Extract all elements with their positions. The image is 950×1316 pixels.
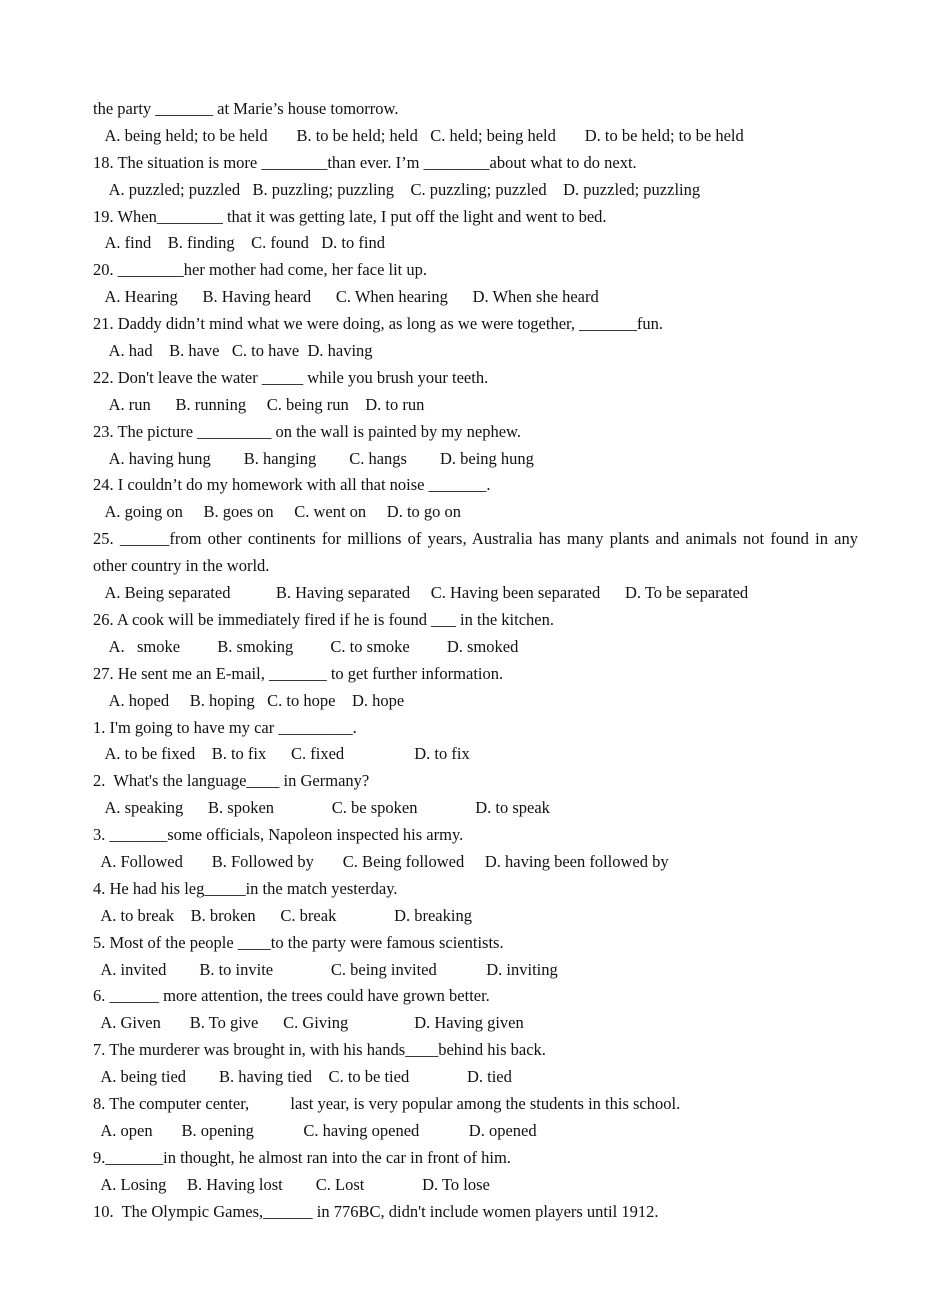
answer-options: A. find B. finding C. found D. to find xyxy=(93,233,385,253)
question-stem: 23. The picture _________ on the wall is painted by my nephew. xyxy=(93,421,522,441)
answer-options: A. having hung B. hanging C. hangs D. being hung xyxy=(93,448,534,468)
question-stem: 3. _______some officials, Napoleon inspected his army. xyxy=(93,825,464,845)
answer-options: A. Given B. To give C. Giving D. Having given xyxy=(93,1013,524,1033)
answer-options: A. had B. have C. to have D. having xyxy=(93,341,373,361)
question-stem: 6. ______ more attention, the trees could have grown better. xyxy=(93,986,490,1006)
question-stem: 2. What's the language____ in Germany? xyxy=(93,771,370,791)
answer-options: A. puzzled; puzzled B. puzzling; puzzling C. puzzling; puzzled D. puzzled; puzzling xyxy=(93,179,701,199)
question-stem: 10. The Olympic Games,______ in 776BC, didn't include women players until 1912. xyxy=(93,1201,659,1221)
answer-options: A. being tied B. having tied C. to be tied D. tied xyxy=(93,1067,512,1087)
answer-options: A. Losing B. Having lost C. Lost D. To lose xyxy=(93,1174,490,1194)
question-stem: the party _______ at Marie’s house tomorrow. xyxy=(93,99,399,118)
answer-options: A. speaking B. spoken C. be spoken D. to speak xyxy=(93,798,550,818)
question-stem: 18. The situation is more ________than ever. I’m ________about what to do next. xyxy=(93,152,637,172)
answer-options: A. hoped B. hoping C. to hope D. hope xyxy=(93,690,405,710)
answer-options: A. to be fixed B. to fix C. fixed D. to fix xyxy=(93,744,470,764)
answer-options: A. invited B. to invite C. being invited D. inviting xyxy=(93,959,558,979)
question-stem: 26. A cook will be immediately fired if he is found ___ in the kitchen. xyxy=(93,609,554,629)
question-stem: 27. He sent me an E-mail, _______ to get further information. xyxy=(93,663,504,683)
question-stem: 5. Most of the people ____to the party were famous scientists. xyxy=(93,932,504,952)
answer-options: A. being held; to be held B. to be held; held C. held; being held D. to be held; to be held xyxy=(93,125,744,145)
question-stem: 24. I couldn’t do my homework with all that noise _______. xyxy=(93,475,491,495)
answer-options: A. run B. running C. being run D. to run xyxy=(93,394,425,414)
question-stem: 7. The murderer was brought in, with his hands____behind his back. xyxy=(93,1040,546,1060)
question-stem: 8. The computer center, last year, is very popular among the students in this school. xyxy=(93,1093,681,1113)
answer-options: A. smoke B. smoking C. to smoke D. smoked xyxy=(93,636,519,656)
document-page xyxy=(93,96,858,1225)
answer-options: A. Hearing B. Having heard C. When hearing D. When she heard xyxy=(93,287,599,307)
question-stem: 22. Don't leave the water _____ while you brush your teeth. xyxy=(93,367,489,387)
answer-options: A. Followed B. Followed by C. Being followed D. having been followed by xyxy=(93,851,669,871)
question-stem: 25. ______from other continents for millions of years, Australia has many plants and animals not found in any other country in the world. xyxy=(93,529,858,576)
question-stem: 21. Daddy didn’t mind what we were doing, as long as we were together, _______fun. xyxy=(93,314,663,334)
question-stem: 20. ________her mother had come, her face lit up. xyxy=(93,260,428,280)
question-stem: 9._______in thought, he almost ran into the car in front of him. xyxy=(93,1147,511,1167)
answer-options: A. going on B. goes on C. went on D. to go on xyxy=(93,502,462,522)
answer-options: A. open B. opening C. having opened D. opened xyxy=(93,1120,537,1140)
question-stem: 19. When________ that it was getting late, I put off the light and went to bed. xyxy=(93,206,607,226)
question-stem: 1. I'm going to have my car _________. xyxy=(93,717,357,737)
answer-options: A. to break B. broken C. break D. breaking xyxy=(93,905,472,925)
answer-options: A. Being separated B. Having separated C. Having been separated D. To be separated xyxy=(93,583,749,603)
question-stem: 4. He had his leg_____in the match yesterday. xyxy=(93,878,398,898)
